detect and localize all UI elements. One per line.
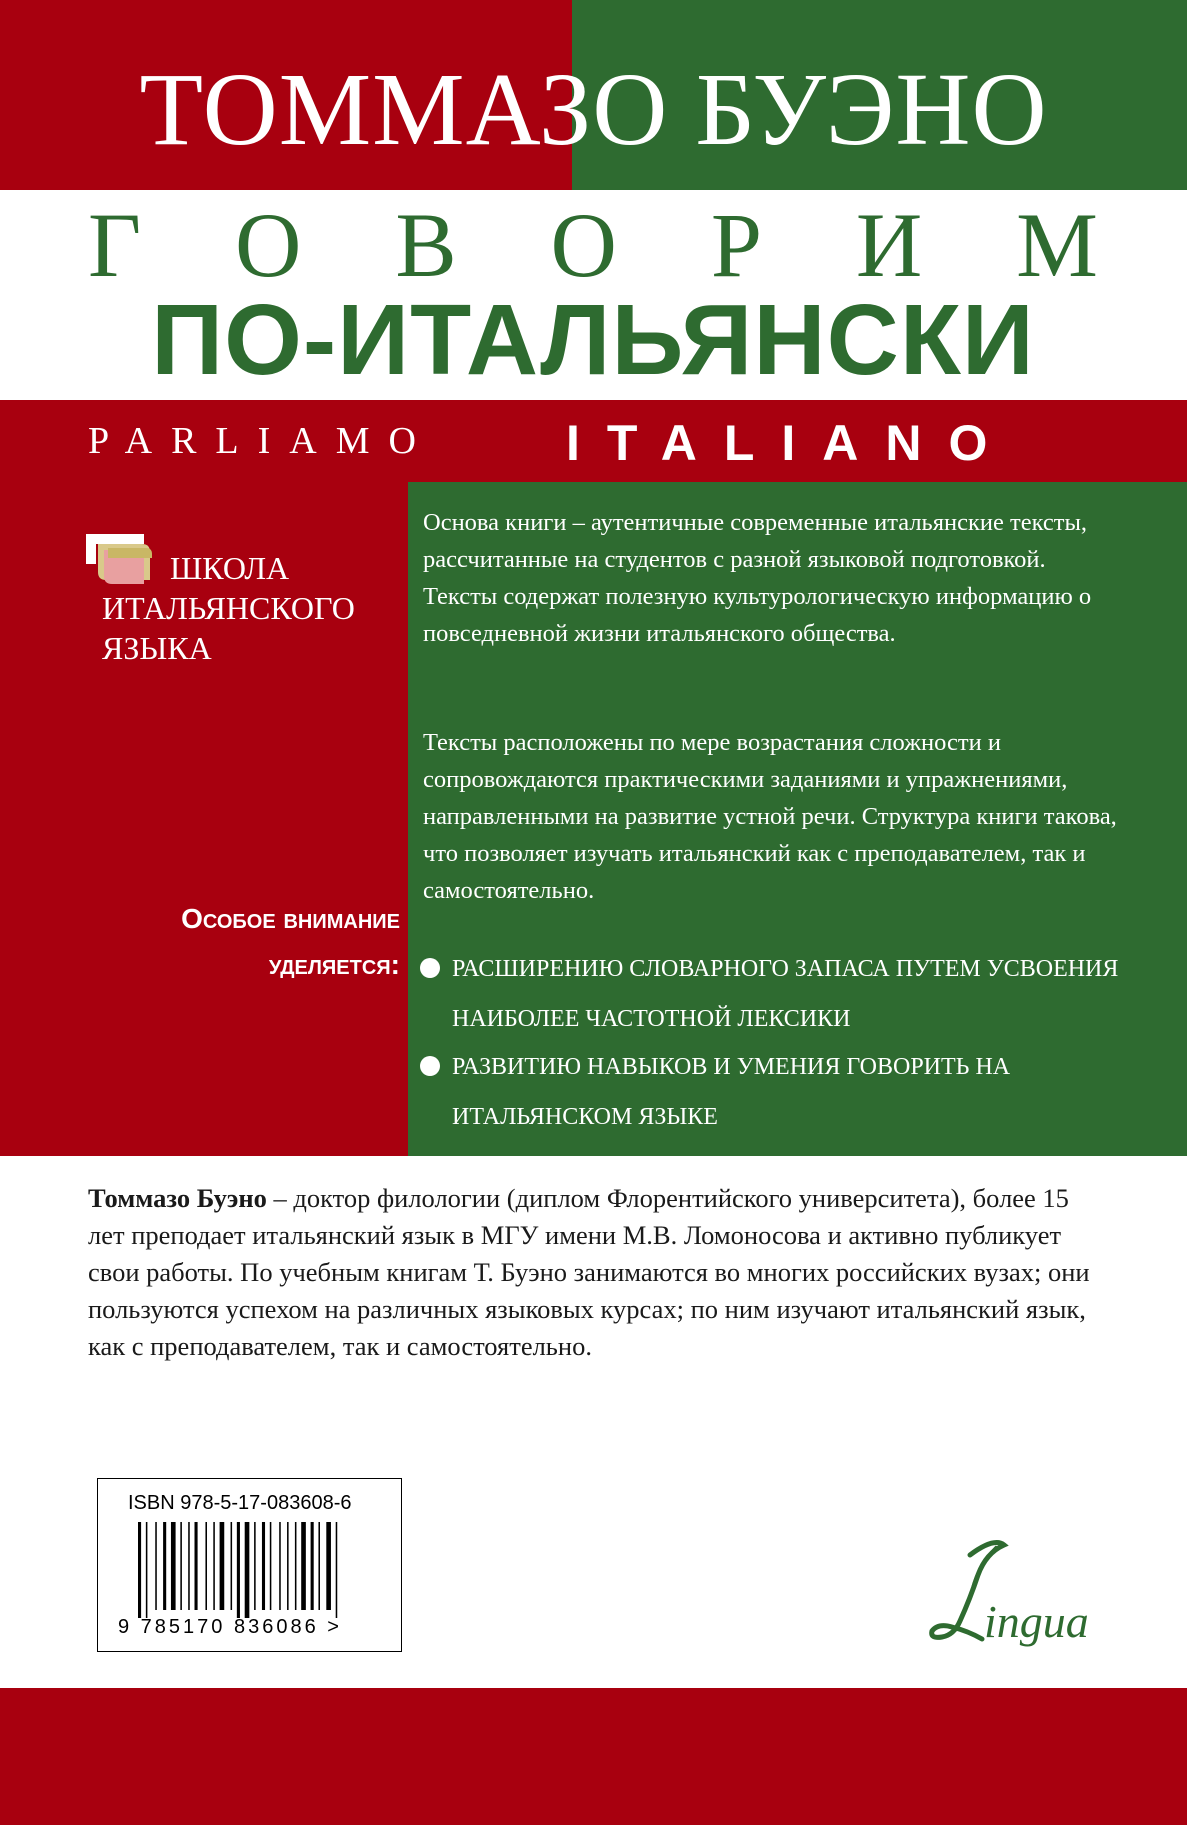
barcode-bar <box>188 1522 190 1610</box>
isbn-text: ISBN 978-5-17-083608-6 <box>128 1492 352 1514</box>
author-bio-text: – доктор филологии (диплом Флорентийского университета), более 15 лет преподает итальянский язык в МГУ имени М.В. Ломоносова и активно публикует свои работы. По учебным книгам Т. Буэно занимаются во многих российских вузах; они пользуются успехом на различных языковых курсах; по ним изучают итальянский язык, как с преподавателем, так и самостоятельно. <box>88 1183 1090 1361</box>
barcode-bar <box>326 1522 331 1610</box>
description-paragraph: Основа книги – аутентичные современные итальянские тексты, рассчитанные на студентов с разной языковой подготовкой. Тексты содержат полезную культурологическую информацию о повседневной жизни итальянского общества. <box>423 509 1092 647</box>
barcode-bar <box>279 1522 281 1610</box>
author-bio-name: Томмазо Буэно <box>88 1183 267 1213</box>
author-bio <box>88 1180 1108 1365</box>
svg-text:ingua: ingua <box>984 1596 1089 1647</box>
subtitle-main: ПО-ИТАЛЬЯНСКИ <box>151 284 1035 396</box>
feature-bullet-text: РАСШИРЕНИЮ СЛОВАРНОГО ЗАПАСА ПУТЕМ УСВОЕНИЯ НАИБОЛЕЕ ЧАСТОТНОЙ ЛЕКСИКИ <box>452 956 1119 1032</box>
bottom-red-band <box>0 1688 1187 1825</box>
description-paragraph: Тексты расположены по мере возрастания сложности и сопровождаются практическими заданиями и упражнениями, направленными на развитие устной речи. Структура книги такова, что позволяет изучать итальянский как с преподавателем, так и самостоятельно. <box>423 729 1117 904</box>
author-title: ТОММАЗО БУЭНО <box>139 52 1048 167</box>
attention-line: Особое внимание <box>181 903 400 934</box>
barcode-bar <box>262 1522 265 1610</box>
series-label-line: ИТАЛЬЯНСКОГО <box>102 590 355 626</box>
barcode-bar <box>336 1522 338 1618</box>
barcode-bar <box>254 1522 256 1610</box>
barcode-icon <box>136 1522 374 1618</box>
subtitle-spaced-word <box>88 194 1098 296</box>
italiano-text: ITALIANO <box>566 415 1015 471</box>
series-label-line: ШКОЛА <box>170 550 290 586</box>
barcode-bar <box>180 1522 182 1610</box>
parliamo-text: PARLIAMO <box>88 420 435 462</box>
barcode-bar <box>311 1522 314 1610</box>
feature-bullet <box>452 1042 1152 1142</box>
barcode-bar <box>295 1522 297 1610</box>
barcode-bar <box>245 1522 250 1618</box>
barcode-bar <box>231 1522 233 1610</box>
attention-line: уделяется: <box>268 949 400 980</box>
barcode-bar <box>213 1522 215 1610</box>
bullet-dot-icon <box>420 1056 440 1076</box>
barcode-bar <box>205 1522 207 1610</box>
subtitle-letter: М <box>1016 194 1098 296</box>
subtitle-letter: Р <box>710 194 763 296</box>
subtitle-letter: В <box>395 194 457 296</box>
barcode-bar <box>171 1522 176 1610</box>
lingua-logo <box>908 1535 1108 1665</box>
series-label <box>102 548 402 668</box>
barcode-bar <box>195 1522 198 1610</box>
barcode-bar <box>237 1522 240 1618</box>
barcode-bar <box>318 1522 320 1610</box>
barcode-bar <box>301 1522 306 1610</box>
barcode-bar <box>155 1522 157 1610</box>
subtitle-letter: О <box>235 194 302 296</box>
barcode-bar <box>270 1522 272 1610</box>
subtitle-letter: Г <box>88 194 142 296</box>
bullet-dot-icon <box>420 958 440 978</box>
subtitle-letter: И <box>855 194 923 296</box>
feature-bullet <box>452 944 1152 1044</box>
barcode-bar <box>163 1522 166 1610</box>
barcode-bar <box>220 1522 225 1610</box>
series-label-line: ЯЗЫКА <box>102 630 212 666</box>
attention-heading <box>40 896 400 988</box>
subtitle-letter: О <box>550 194 617 296</box>
barcode-bar <box>146 1522 148 1618</box>
feature-bullet-text: РАЗВИТИЮ НАВЫКОВ И УМЕНИЯ ГОВОРИТЬ НА ИТАЛЬЯНСКОМ ЯЗЫКЕ <box>452 1054 1011 1130</box>
barcode-bar <box>287 1522 289 1610</box>
barcode-digits: 9 785170 836086 > <box>118 1616 342 1638</box>
barcode-bar <box>138 1522 141 1618</box>
